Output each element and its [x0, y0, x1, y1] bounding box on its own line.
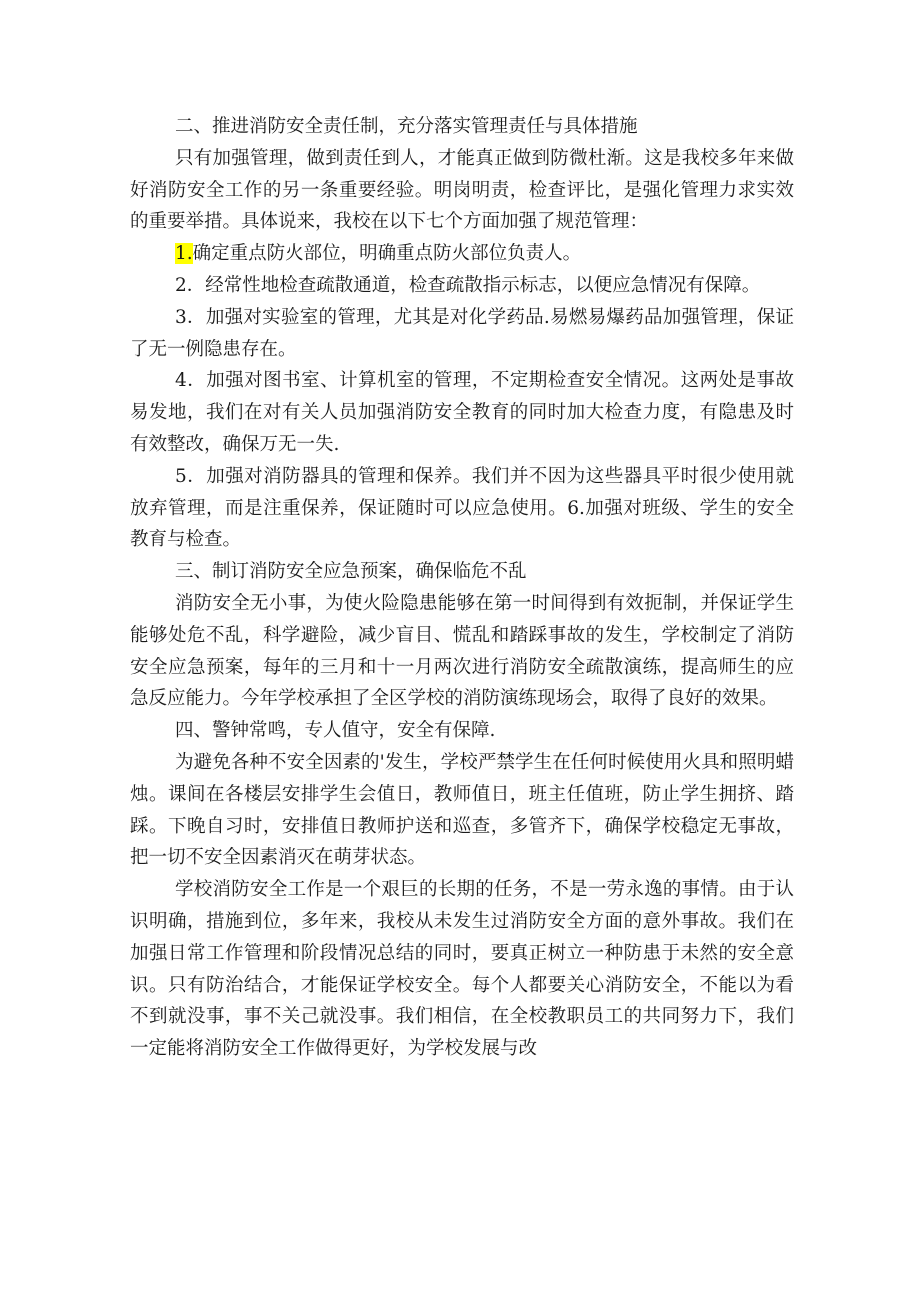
list-item-4: 4．加强对图书室、计算机室的管理，不定期检查安全情况。这两处是事故易发地，我们在对有关人员加强消防安全教育的同时加大检查力度，有隐患及时有效整改，确保万无一失.: [130, 370, 794, 455]
list-item-1-text: 确定重点防火部位，明确重点防火部位负责人。: [192, 243, 582, 265]
list-item-5: 5．加强对消防器具的管理和保养。我们并不因为这些器具平时很少使用就放弃管理，而是注重保养，保证随时可以应急使用。6.加强对班级、学生的安全教育与检查。: [130, 465, 794, 551]
section-heading-2: 二、推进消防安全责任制，充分落实管理责任与具体措施: [175, 116, 638, 137]
list-marker-highlighted: 1.: [175, 243, 193, 265]
list-item-3: 3．加强对实验室的管理，尤其是对化学药品.易燃易爆药品加强管理，保证了无一例隐患存在。: [130, 306, 794, 360]
document-body: [130, 111, 794, 1065]
paragraph-management-intro: 只有加强管理，做到责任到人，才能真正做到防微杜渐。这是我校多年来做好消防安全工作的另一条重要经验。明岗明责，检查评比，是强化管理力求实效的重要举措。具体说来，我校在以下七个方面加强了规范管理：: [130, 147, 794, 233]
section-heading-3: 三、制订消防安全应急预案，确保临危不乱: [175, 561, 527, 583]
paragraph-conclusion: 学校消防安全工作是一个艰巨的长期的任务，不是一劳永逸的事情。由于认识明确，措施到位，多年来，我校从未发生过消防安全方面的意外事故。我们在加强日常工作管理和阶段情况总结的同时，要真正树立一种防患于未然的安全意识。只有防治结合，才能保证学校安全。每个人都要关心消防安全，不能以为看不到就没事，事不关己就没事。我们相信，在全校教职员工的共同努力下，我们一定能将消防安全工作做得更好，为学校发展与改: [130, 879, 794, 1060]
section-heading-4: 四、警钟常鸣，专人值守，安全有保障.: [175, 720, 496, 742]
paragraph-duty: 为避免各种不安全因素的'发生，学校严禁学生在任何时候使用火具和照明蜡烛。课间在各楼层安排学生会值日，教师值日，班主任值班，防止学生拥挤、踏踩。下晚自习时，安排值日教师护送和巡查，多管齐下，确保学校稳定无事故，把一切不安全因素消灭在萌芽状态。: [130, 751, 794, 869]
list-item-2: 2．经常性地检查疏散通道，检查疏散指示标志，以便应急情况有保障。: [175, 274, 761, 296]
paragraph-emergency-plan: 消防安全无小事，为使火险隐患能够在第一时间得到有效扼制，并保证学生能够处危不乱，科学避险，减少盲目、慌乱和踏踩事故的发生，学校制定了消防安全应急预案，每年的三月和十一月两次进行消防安全疏散演练，提高师生的应急反应能力。今年学校承担了全区学校的消防演练现场会，取得了良好的效果。: [130, 592, 794, 710]
list-item-1: [130, 238, 794, 270]
